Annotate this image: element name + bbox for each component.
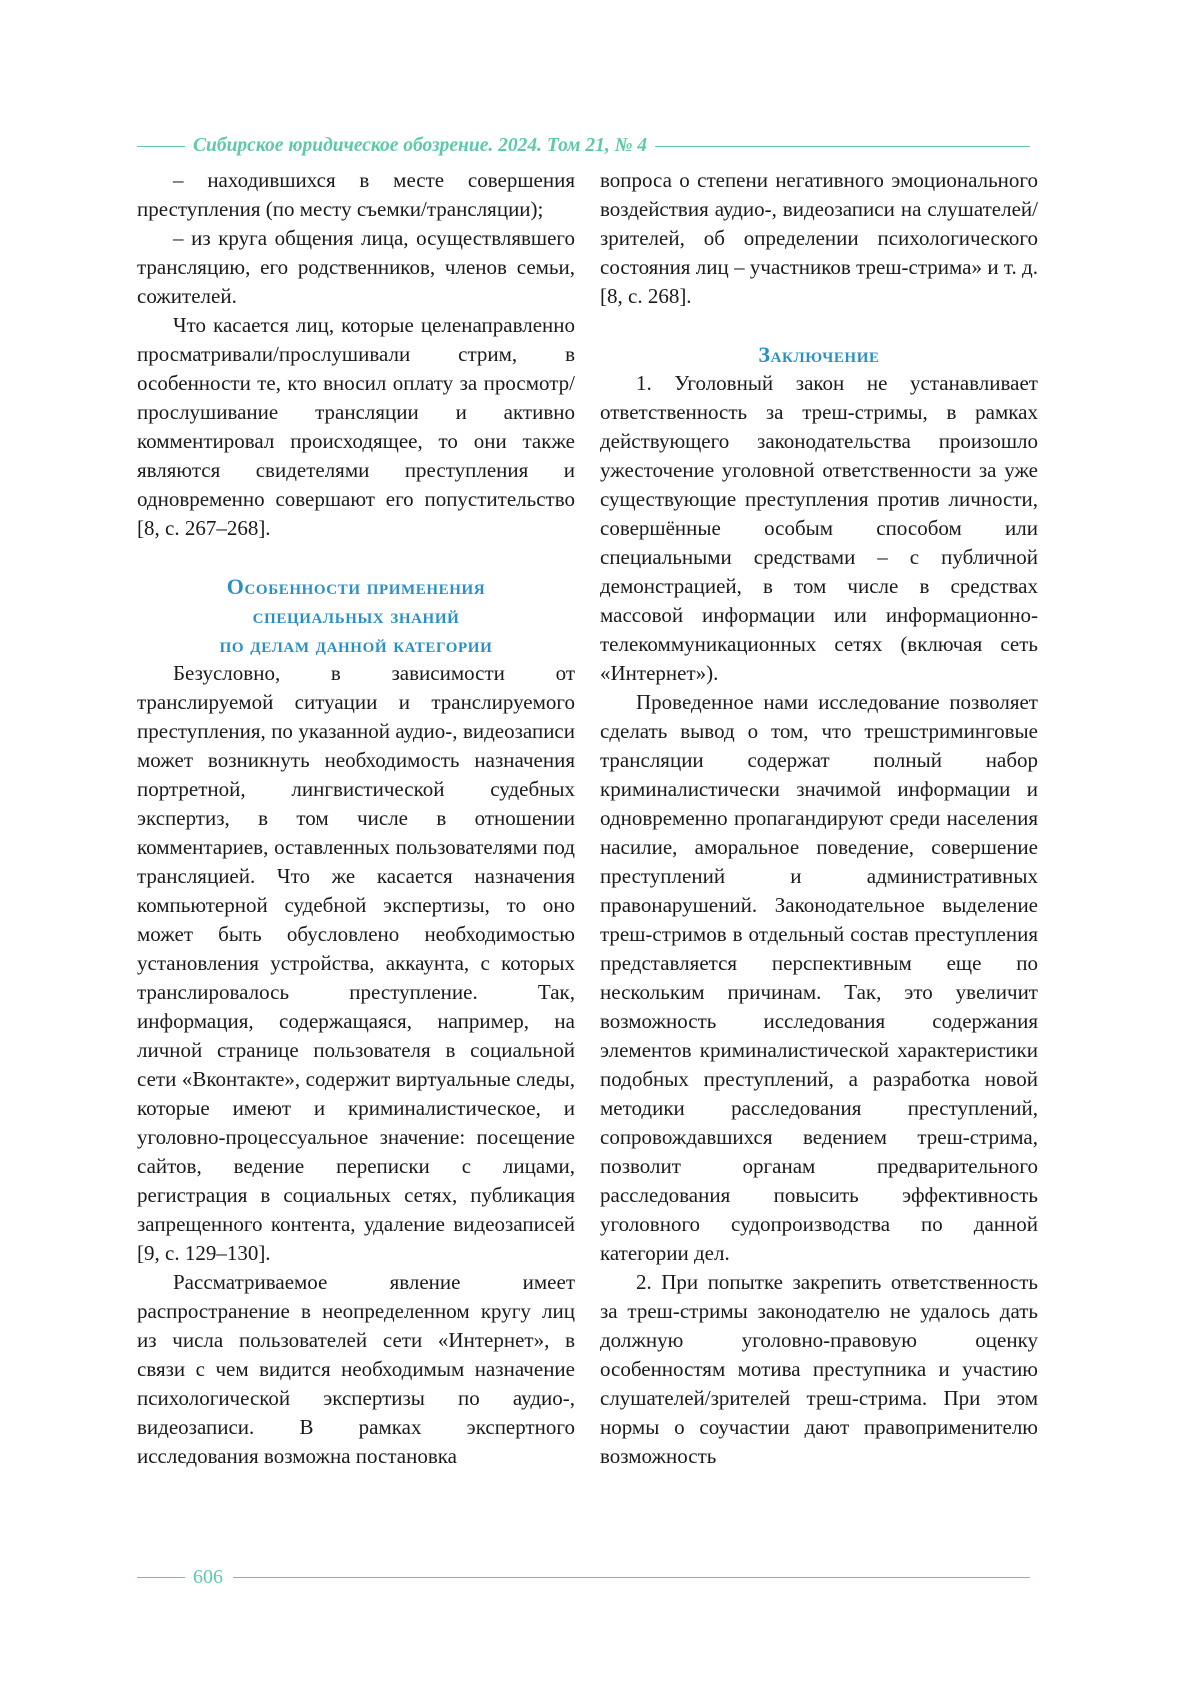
running-title: Сибирское юридическое обозрение. 2024. Том 21, № 4 bbox=[193, 135, 648, 156]
right-column bbox=[600, 166, 1038, 1471]
page-number: 606 bbox=[193, 1565, 223, 1588]
spacer bbox=[600, 311, 1038, 340]
paragraph: 1. Уголовный закон не устанавливает ответственность за треш-стримы, в рамках действующего законодательства произошло ужесточение уголовной ответственности за уже существующие преступления против личности, совершённые особым способом или специальными средствами – с публичной демонстрацией, в том числе в средствах массовой информации или информационно-телекоммуникационных сетях (включая сеть «Интернет»). bbox=[600, 371, 1038, 685]
spacer bbox=[137, 543, 575, 572]
paragraph: Безусловно, в зависимости от транслируемой ситуации и транслируемого преступления, по указанной аудио-, видеозаписи может возникнуть необходимость назначения портретной, лингвистической судебных экспертиз, в том числе в отношении комментариев, оставленных пользователями под трансляцией. Что же касается назначения компьютерной судебной экспертизы, то оно может быть обусловлено необходимостью установления устройства, аккаунта, с которых транслировалось преступление. Так, информация, содержащаяся, например, на личной странице пользователя в социальной сети «Вконтакте», содержит виртуальные следы, которые имеют и криминалистическое, и уголовно-процессуальное значение: посещение сайтов, ведение переписки с лицами, регистрация в социальных сетях, публикация запрещенного контента, удаление видеозаписей [9, с. 129–130]. bbox=[137, 661, 575, 1265]
section-heading-conclusion: Заключение bbox=[758, 342, 880, 367]
heading-line: специальных знаний bbox=[252, 603, 460, 628]
paragraph: – из круга общения лица, осуществлявшего трансляцию, его родственников, членов семьи, сожителей. bbox=[137, 226, 575, 308]
section-heading bbox=[137, 572, 575, 659]
header-rule-left bbox=[137, 146, 185, 147]
paragraph: 2. При попытке закрепить ответственность за треш-стримы законодателю не удалось дать должную уголовно-правовую оценку особенностям мотива преступника и участию слушателей/зрителей треш-стрима. При этом нормы о соучастии дают правоприменителю возможность bbox=[600, 1270, 1038, 1468]
page-footer bbox=[137, 1564, 1030, 1590]
header-rule-right bbox=[655, 146, 1030, 147]
paragraph: – находившихся в месте совершения преступления (по месту съемки/трансляции); bbox=[137, 168, 575, 221]
paragraph: вопроса о степени негативного эмоционального воздействия аудио-, видеозаписи на слушателей/зрителей, об определении психологического состояния лиц – участников треш-стрима» и т. д. [8, с. 268]. bbox=[600, 168, 1038, 308]
heading-line: Особенности применения bbox=[226, 574, 486, 599]
footer-rule-right bbox=[233, 1577, 1030, 1578]
left-column bbox=[137, 166, 575, 1471]
footer-rule-left bbox=[137, 1577, 185, 1578]
running-header bbox=[137, 133, 1030, 159]
paragraph: Рассматриваемое явление имеет распространение в неопределенном кругу лиц из числа пользователей сети «Интернет», в связи с чем видится необходимым назначение психологической экспертизы по аудио-, видеозаписи. В рамках экспертного исследования возможна постановка bbox=[137, 1270, 575, 1468]
paragraph: Что касается лиц, которые целенаправленно просматривали/прослушивали стрим, в особенности те, кто вносил оплату за просмотр/прослушивание трансляции и активно комментировал происходящее, то они также являются свидетелями преступления и одновременно совершают его попустительство [8, с. 267–268]. bbox=[137, 313, 575, 540]
heading-line: по делам данной категории bbox=[219, 632, 493, 657]
paragraph: Проведенное нами исследование позволяет сделать вывод о том, что трешстриминговые трансляции содержат полный набор криминалистически значимой информации и одновременно пропагандируют среди населения насилие, аморальное поведение, совершение преступлений и административных правонарушений. Законодательное выделение треш-стримов в отдельный состав преступления представляется перспективным еще по нескольким причинам. Так, это увеличит возможность исследования содержания элементов криминалистической характеристики подобных преступлений, а разработка новой методики расследования преступлений, сопровождавшихся ведением треш-стрима, позволит органам предварительного расследования повысить эффективность уголовного судопроизводства по данной категории дел. bbox=[600, 690, 1038, 1265]
